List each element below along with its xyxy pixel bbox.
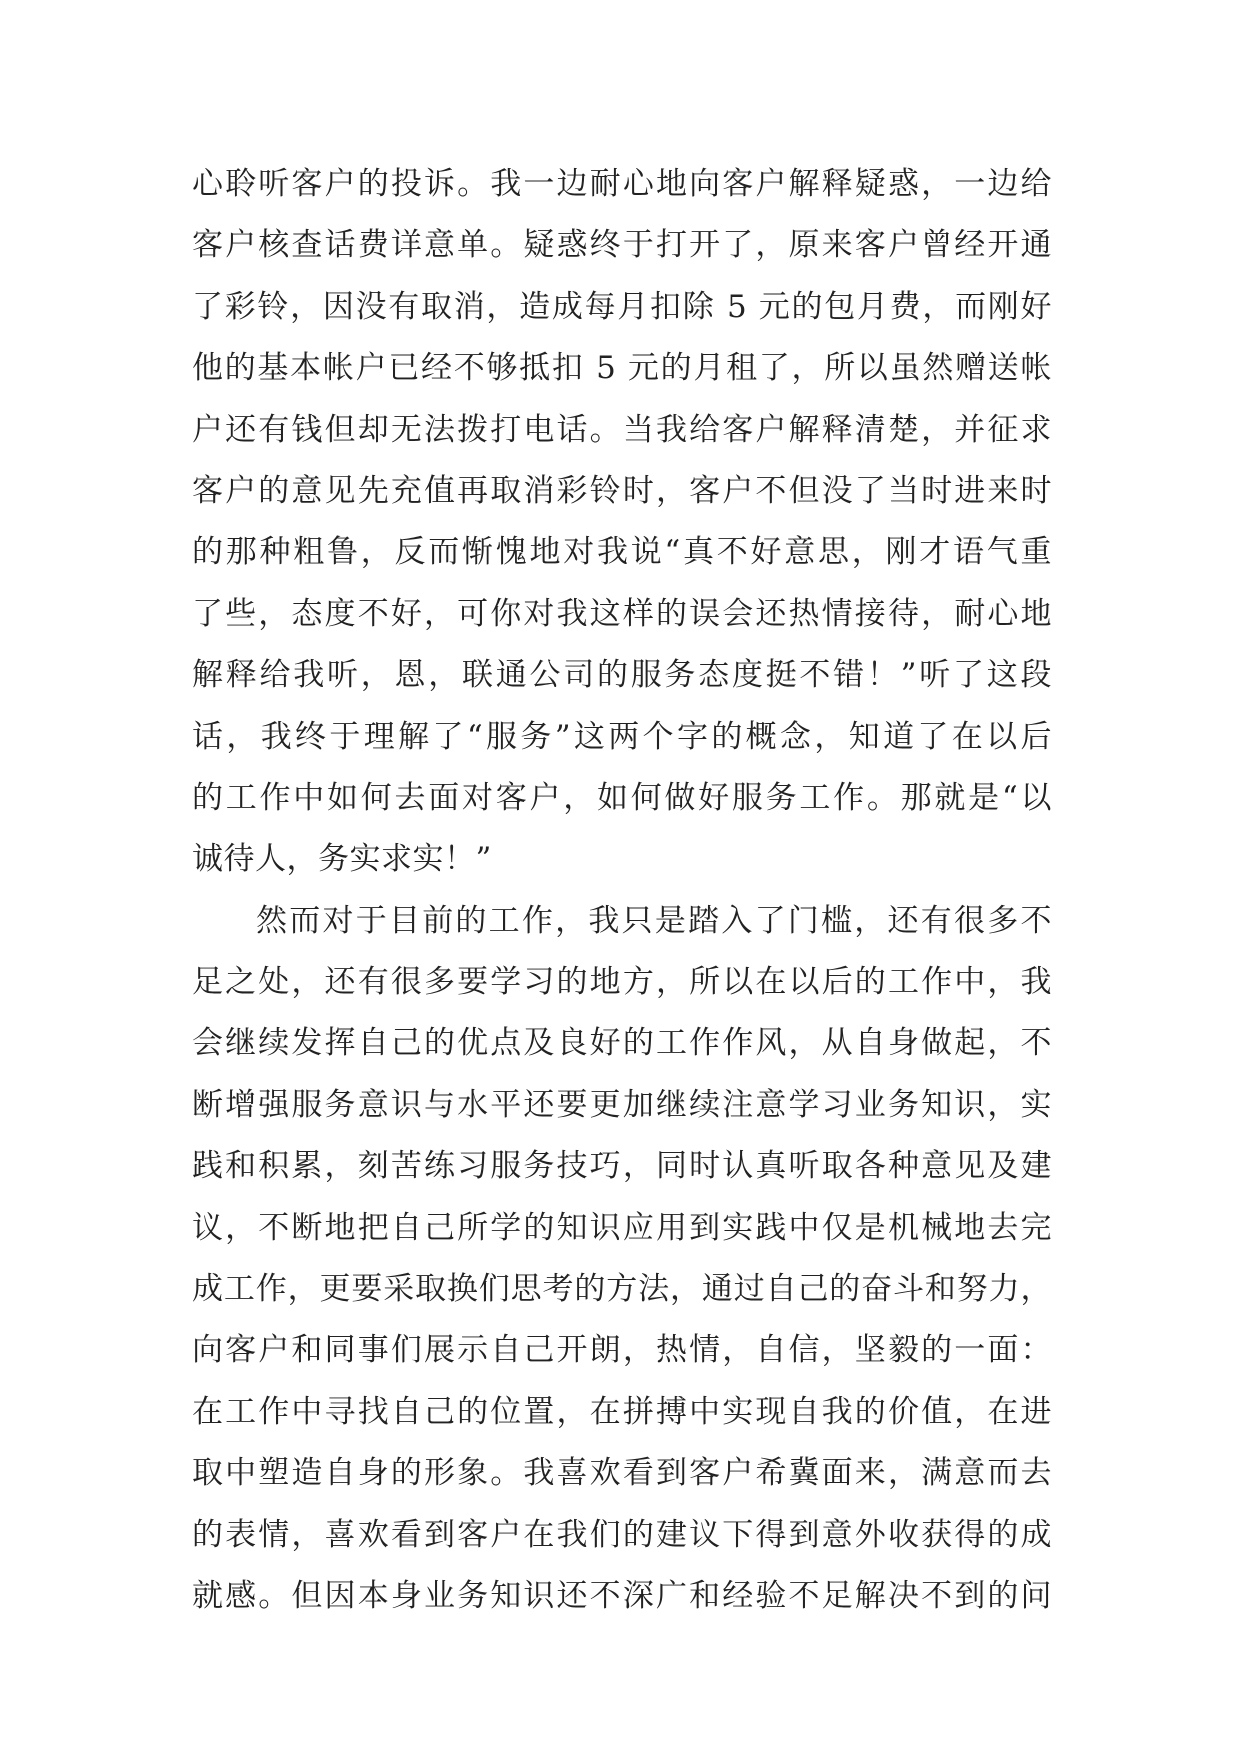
- text-line: 客户核查话费详意单。疑惑终于打开了，原来客户曾经开通: [192, 227, 1052, 264]
- text-line: 践和积累，刻苦练习服务技巧，同时认真听取各种意见及建: [192, 1148, 1052, 1185]
- text-line: 客户的意见先充值再取消彩铃时，客户不但没了当时进来时: [192, 472, 1052, 509]
- text-line: 的工作中如何去面对客户，如何做好服务工作。那就是“以: [192, 779, 1052, 816]
- text-line: 向客户和同事们展示自己开朗，热情，自信，坚毅的一面：: [192, 1332, 1052, 1369]
- text-line: 了彩铃，因没有取消，造成每月扣除 5 元的包月费，而刚好: [192, 288, 1052, 325]
- text-line: 然而对于目前的工作，我只是踏入了门槛，还有很多不: [256, 902, 1052, 939]
- text-line: 心聆听客户的投诉。我一边耐心地向客户解释疑惑，一边给: [192, 166, 1052, 202]
- text-line: 户还有钱但却无法拨打电话。当我给客户解释清楚，并征求: [192, 411, 1052, 448]
- text-line: 在工作中寻找自己的位置，在拼搏中实现自我的价值，在进: [192, 1393, 1052, 1430]
- text-line: 会继续发挥自己的优点及良好的工作作风，从自身做起，不: [192, 1025, 1052, 1062]
- text-line: 取中塑造自身的形象。我喜欢看到客户希冀面来，满意而去: [192, 1455, 1052, 1492]
- document-body: [192, 154, 1052, 1627]
- text-line: 断增强服务意识与水平还要更加继续注意学习业务知识，实: [192, 1086, 1052, 1123]
- text-line: 就感。但因本身业务知识还不深广和经验不足解决不到的问: [192, 1577, 1052, 1614]
- text-line: 他的基本帐户已经不够抵扣 5 元的月租了，所以虽然赠送帐: [192, 350, 1052, 387]
- paragraph-1: [192, 154, 1052, 891]
- text-line: 成工作，更要采取换们思考的方法，通过自己的奋斗和努力，: [192, 1271, 1052, 1308]
- paragraph-2: [192, 891, 1052, 1628]
- text-line: 的那种粗鲁，反而惭愧地对我说“真不好意思，刚才语气重: [192, 534, 1052, 571]
- text-line: 解释给我听，恩，联通公司的服务态度挺不错！”听了这段: [192, 657, 1052, 694]
- text-line: 诚待人，务实求实！”: [192, 841, 492, 878]
- text-line: 话，我终于理解了“服务”这两个字的概念，知道了在以后: [192, 718, 1052, 755]
- text-line: 足之处，还有很多要学习的地方，所以在以后的工作中，我: [192, 964, 1052, 1001]
- text-line: 了些，态度不好，可你对我这样的误会还热情接待，耐心地: [192, 595, 1052, 632]
- text-line: 议，不断地把自己所学的知识应用到实践中仅是机械地去完: [192, 1209, 1052, 1246]
- text-line: 的表情，喜欢看到客户在我们的建议下得到意外收获得的成: [192, 1516, 1052, 1553]
